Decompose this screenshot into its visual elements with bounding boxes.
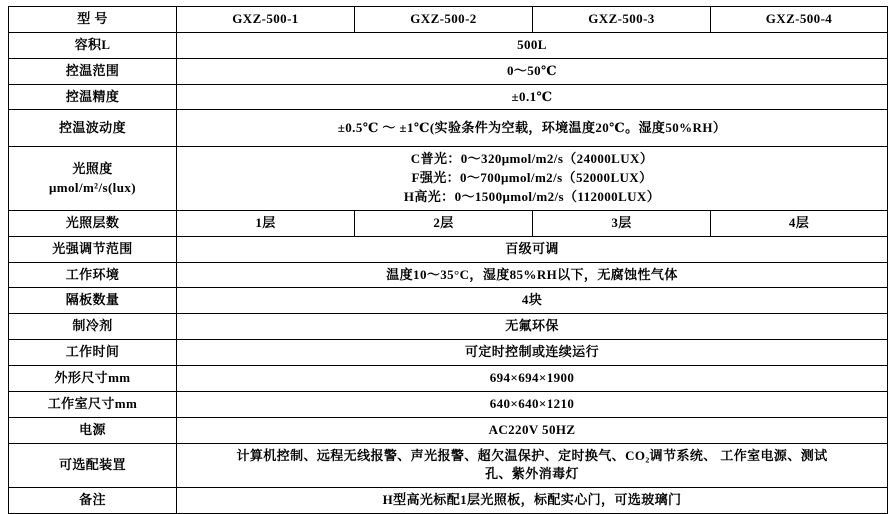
light-layers-cell-4: 4层 [711,210,888,236]
table-row-work-env [9,262,888,288]
row-value-options [177,443,888,488]
row-label-power: 电源 [9,417,177,443]
table-row-light-layers [9,210,888,236]
table-row-volume [9,32,888,58]
row-label-work-time: 工作时间 [9,340,177,366]
row-label-temp-accuracy: 控温精度 [9,84,177,110]
model-cell-1: GXZ-500-1 [177,7,355,33]
table-row-refrigerant [9,314,888,340]
row-value-temp-range: 0～50℃ [177,58,888,84]
model-cell-4: GXZ-500-4 [711,7,888,33]
row-value-work-time: 可定时控制或连续运行 [177,340,888,366]
table-row-model [9,7,888,33]
row-label-model: 型 号 [9,7,177,33]
row-label-chamber-size: 工作室尺寸mm [9,391,177,417]
illuminance-line-c: C普光：0～320μmol/m2/s（24000LUX） [410,151,654,167]
table-row-power [9,417,888,443]
row-value-refrigerant: 无氟环保 [177,314,888,340]
row-value-temp-accuracy: ±0.1℃ [177,84,888,110]
row-value-remark: H型高光标配1层光照板，标配实心门，可选玻璃门 [177,488,888,514]
row-label-temp-fluctuation: 控温波动度 [9,110,177,147]
row-label-temp-range: 控温范围 [9,58,177,84]
table-row-temp-fluctuation [9,110,888,147]
table-row-chamber-size [9,391,888,417]
table-row-temp-range [9,58,888,84]
specification-table [8,6,888,514]
row-label-remark: 备注 [9,488,177,514]
row-value-outer-size: 694×694×1900 [177,365,888,391]
row-label-options: 可选配装罝 [9,443,177,488]
table-row-light-adjust [9,236,888,262]
model-cell-2: GXZ-500-2 [355,7,533,33]
model-cell-3: GXZ-500-3 [533,7,711,33]
table-row-remark [9,488,888,514]
row-label-shelves: 隔板数量 [9,288,177,314]
table-row-temp-accuracy [9,84,888,110]
table-row-illuminance [9,147,888,211]
light-layers-cell-3: 3层 [533,210,711,236]
table-row-outer-size [9,365,888,391]
options-line-2: 孔、紫外消毒灯 [485,466,579,482]
light-layers-cell-1: 1层 [177,210,355,236]
illuminance-label-line2: μmol/m²/s(lux) [49,179,136,195]
row-label-light-layers: 光照层数 [9,210,177,236]
illuminance-line-f: F强光：0～700μmol/m2/s（52000LUX） [411,170,653,186]
row-label-work-env: 工作环境 [9,262,177,288]
row-value-shelves: 4块 [177,288,888,314]
row-label-illuminance [9,147,177,211]
table-row-shelves [9,288,888,314]
row-value-light-adjust: 百级可调 [177,236,888,262]
row-label-refrigerant: 制冷剂 [9,314,177,340]
row-label-volume: 容积L [9,32,177,58]
row-value-temp-fluctuation: ±0.5℃ ～ ±1℃(实验条件为空载，环境温度20℃。湿度50%RH） [177,110,888,147]
row-label-light-adjust: 光强调节范围 [9,236,177,262]
light-layers-cell-2: 2层 [355,210,533,236]
row-value-chamber-size: 640×640×1210 [177,391,888,417]
row-value-illuminance [177,147,888,211]
table-row-options [9,443,888,488]
row-value-power: AC220V 50HZ [177,417,888,443]
options-line-1: 计算机控制、远程无线报警、声光报警、超欠温保护、定时换气、CO₂调节系统、 工作室电源、测试 [236,447,828,463]
illuminance-label-line1: 光照度 [72,160,113,176]
illuminance-line-h: H高光：0～1500μmol/m2/s（112000LUX） [403,189,661,205]
row-value-volume: 500L [177,32,888,58]
table-row-work-time [9,340,888,366]
row-value-work-env: 温度10～35°C，湿度85%RH以下，无腐蚀性气体 [177,262,888,288]
row-label-outer-size: 外形尺寸mm [9,365,177,391]
